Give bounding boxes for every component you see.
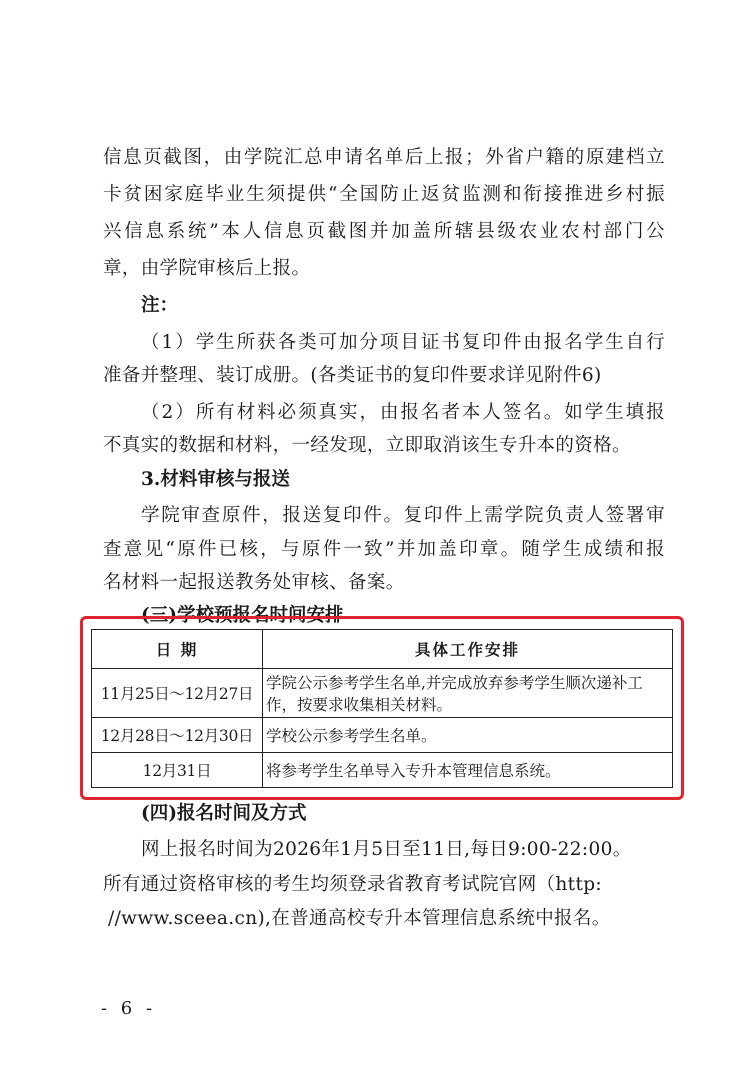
date-cell: 12月31日	[92, 753, 263, 788]
text-line: 网上报名时间为2026年1月5日至11日,每日9:00-22:00。	[141, 839, 632, 860]
text-line: 不真实的数据和材料，一经发现，立即取消该生专升本的资格。	[103, 435, 631, 456]
date-cell: 11月25日～12月27日	[92, 669, 263, 718]
arrangement-cell: 学校公示参考学生名单。	[263, 718, 673, 753]
text-line: 查意见“原件已核，与原件一致”并加盖印章。随学生成绩和报	[103, 539, 665, 560]
text-line: //www.sceea.cn),在普通高校专升本管理信息系统中报名。	[108, 908, 611, 929]
section-3-title: 3.材料审核与报送	[141, 469, 290, 490]
text-line: 准备并整理、装订成册。(各类证书的复印件要求详见附件6)	[103, 365, 602, 386]
text-line: 卡贫困家庭毕业生须提供“全国防止返贫监测和衔接推进乡村振	[103, 184, 665, 205]
text-line: （2）所有材料必须真实，由报名者本人签名。如学生填报	[141, 402, 665, 423]
arrangement-cell: 将参考学生名单导入专升本管理信息系统。	[263, 753, 673, 788]
arrangement-cell: 学院公示参考学生名单,并完成放弃参考学生顺次递补工作，按要求收集相关材料。	[263, 669, 673, 718]
highlight-box	[80, 616, 684, 800]
text-line: 章，由学院审核后上报。	[103, 258, 311, 279]
text-line: 学院审查原件，报送复印件。复印件上需学院负责人签署审	[141, 505, 665, 526]
text-line: 信息页截图，由学院汇总申请名单后上报；外省户籍的原建档立	[103, 147, 665, 168]
note-title: 注：	[141, 295, 179, 316]
header-date: 日 期	[92, 630, 263, 669]
date-cell: 12月28日～12月30日	[92, 718, 263, 753]
text-line: 兴信息系统”本人信息页截图并加盖所辖县级农业农村部门公	[103, 221, 665, 242]
text-line: 名材料一起报送教务处审核、备案。	[103, 572, 405, 593]
header-arrangement: 具体工作安排	[263, 630, 673, 669]
section-four-title: (四)报名时间及方式	[141, 803, 307, 824]
text-line: 所有通过资格审核的考生均须登录省教育考试院官网（http:	[103, 874, 603, 895]
text-line: （1）学生所获各类可加分项目证书复印件由报名学生自行	[141, 332, 665, 353]
page-number: - 6 -	[101, 998, 157, 1019]
section-three-title: (三)学校预报名时间安排	[141, 605, 344, 626]
